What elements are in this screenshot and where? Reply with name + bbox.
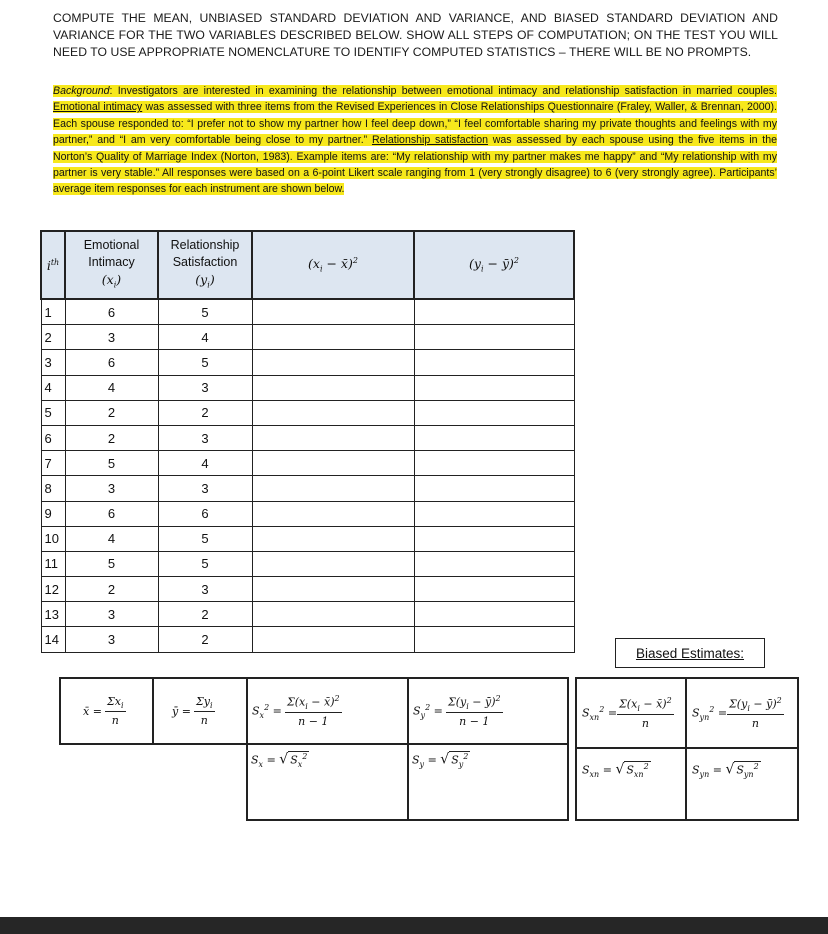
biased-grid xyxy=(575,677,799,821)
table-row xyxy=(41,602,574,627)
relationship-satisfaction-term: Relationship satisfaction xyxy=(371,134,489,147)
row-index: 8 xyxy=(41,476,65,501)
y-deviation-squared-cell[interactable] xyxy=(414,425,574,450)
x-value: 5 xyxy=(65,551,158,576)
x-deviation-squared-cell[interactable] xyxy=(252,350,414,375)
row-index: 2 xyxy=(41,325,65,350)
x-value: 3 xyxy=(65,627,158,652)
data-table xyxy=(40,230,575,653)
table-row xyxy=(41,627,574,652)
x-value: 6 xyxy=(65,501,158,526)
x-value: 4 xyxy=(65,526,158,551)
row-index: 12 xyxy=(41,577,65,602)
row-index: 11 xyxy=(41,551,65,576)
x-deviation-squared-cell[interactable] xyxy=(252,627,414,652)
x-deviation-squared-cell[interactable] xyxy=(252,400,414,425)
y-value: 5 xyxy=(158,299,252,325)
row-index: 6 xyxy=(41,425,65,450)
background-paragraph: Background: Investigators are interested in examining the relationship between emotional intimacy and relationship satisfaction in married couples. Emotional intimacy was assessed with three items from the Revised Experiences in Close Relationships Questionnaire (Fraley, Waller, & Brennan, 2000). Each spouse responded to: “I prefer not to show my partner how I feel deep down,” “I feel comfortable sharing my private thoughts and feelings with my partner,” and “I am very comfortable being close to my partner.” Relationship satisfaction was assessed by each spouse using the five items in the Norton’s Quality of Marriage Index (Norton, 1983). Example items are: “My relationship with my partner makes me happy” and “My relationship with my partner is very stable.” All responses were based on a 6-point Likert scale ranging from 1 (very strongly disagree) to 6 (very strongly agree). Participants’ average item responses for each instrument are shown below. xyxy=(53,85,777,196)
table-row xyxy=(41,551,574,576)
y-value: 2 xyxy=(158,602,252,627)
index-header: $i^{th}$ xyxy=(41,231,65,299)
background-label: Background xyxy=(53,85,110,97)
biased-variance-y-cell[interactable]: $S_{yn}^2$ = $\frac{\Sigma(y_i - ȳ)^2}{n}$ xyxy=(686,678,798,748)
y-value: 4 xyxy=(158,451,252,476)
x-deviation-squared-cell[interactable] xyxy=(252,476,414,501)
table-row xyxy=(41,400,574,425)
x-deviation-squared-cell[interactable] xyxy=(252,551,414,576)
x-deviation-squared-cell[interactable] xyxy=(252,425,414,450)
row-index: 1 xyxy=(41,299,65,325)
row-index: 14 xyxy=(41,627,65,652)
y-value: 6 xyxy=(158,501,252,526)
x-value: 5 xyxy=(65,451,158,476)
y-deviation-squared-cell[interactable] xyxy=(414,501,574,526)
x-deviation-squared-cell[interactable] xyxy=(252,501,414,526)
table-row xyxy=(41,325,574,350)
x-value: 4 xyxy=(65,375,158,400)
y-value: 2 xyxy=(158,400,252,425)
x-deviation-squared-cell[interactable] xyxy=(252,526,414,551)
variance-y-cell[interactable]: $S_y^2$ = $\frac{\Sigma(y_i - ȳ)^2}{n - 1}$ xyxy=(408,678,568,744)
x-deviation-header: ($x_i$ − x̄)$^2$ xyxy=(252,231,414,299)
biased-sd-x-cell[interactable]: $S_{xn}$ = √ $S_{xn}^2$ xyxy=(576,748,686,820)
x-value: 2 xyxy=(65,425,158,450)
x-value: 6 xyxy=(65,350,158,375)
row-index: 4 xyxy=(41,375,65,400)
y-value: 3 xyxy=(158,577,252,602)
formula-grid xyxy=(59,677,569,821)
table-row xyxy=(41,476,574,501)
row-index: 5 xyxy=(41,400,65,425)
x-value: 3 xyxy=(65,602,158,627)
viewer-bottom-bar xyxy=(0,917,828,934)
x-deviation-squared-cell[interactable] xyxy=(252,577,414,602)
row-index: 7 xyxy=(41,451,65,476)
x-value: 2 xyxy=(65,400,158,425)
y-deviation-squared-cell[interactable] xyxy=(414,577,574,602)
biased-sd-y-cell[interactable]: $S_{yn}$ = √ $S_{yn}^2$ xyxy=(686,748,798,820)
y-deviation-squared-cell[interactable] xyxy=(414,375,574,400)
table-row xyxy=(41,451,574,476)
y-value: 5 xyxy=(158,350,252,375)
mean-x-cell[interactable]: x̄ = $\frac{\Sigma x_i}{n}$ xyxy=(60,678,153,744)
table-row xyxy=(41,425,574,450)
table-row xyxy=(41,350,574,375)
row-index: 13 xyxy=(41,602,65,627)
y-value: 2 xyxy=(158,627,252,652)
biased-variance-x-cell[interactable]: $S_{xn}^2$ = $\frac{\Sigma(x_i - x̄)^2}{n}$ xyxy=(576,678,686,748)
x-deviation-squared-cell[interactable] xyxy=(252,451,414,476)
sd-y-cell[interactable]: $S_y$ = √ $S_y^2$ xyxy=(408,744,568,820)
y-deviation-squared-cell[interactable] xyxy=(414,627,574,652)
x-value: 6 xyxy=(65,299,158,325)
table-row xyxy=(41,299,574,325)
table-row xyxy=(41,501,574,526)
row-index: 10 xyxy=(41,526,65,551)
y-deviation-squared-cell[interactable] xyxy=(414,476,574,501)
y-value: 3 xyxy=(158,425,252,450)
row-index: 3 xyxy=(41,350,65,375)
y-deviation-squared-cell[interactable] xyxy=(414,350,574,375)
table-row xyxy=(41,375,574,400)
y-deviation-squared-cell[interactable] xyxy=(414,400,574,425)
y-value: 5 xyxy=(158,551,252,576)
row-index: 9 xyxy=(41,501,65,526)
y-deviation-header: ($y_i$ − ȳ)$^2$ xyxy=(414,231,574,299)
emotional-intimacy-term: Emotional intimacy xyxy=(53,101,143,114)
variance-x-cell[interactable]: $S_x^2$ = $\frac{\Sigma(x_i - x̄)^2}{n - 1}$ xyxy=(247,678,408,744)
y-value: 5 xyxy=(158,526,252,551)
y-deviation-squared-cell[interactable] xyxy=(414,526,574,551)
y-deviation-squared-cell[interactable] xyxy=(414,299,574,325)
x-deviation-squared-cell[interactable] xyxy=(252,325,414,350)
y-value: 4 xyxy=(158,325,252,350)
biased-estimates-title: Biased Estimates: xyxy=(615,638,765,668)
y-deviation-squared-cell[interactable] xyxy=(414,451,574,476)
y-value: 3 xyxy=(158,375,252,400)
y-deviation-squared-cell[interactable] xyxy=(414,602,574,627)
instructions-text: COMPUTE THE MEAN, UNBIASED STANDARD DEVIATION AND VARIANCE, AND BIASED STANDARD DEVIATION AND VARIANCE FOR THE TWO VARIABLES DESCRIBED BELOW. SHOW ALL STEPS OF COMPUTATION; ON THE TEST YOU WILL NEED TO USE APPROPRIATE NOMENCLATURE TO IDENTIFY COMPUTED STATISTICS – THERE WILL BE NO PROMPTS. xyxy=(53,11,778,59)
mean-y-cell[interactable]: ȳ = $\frac{\Sigma y_i}{n}$ xyxy=(153,678,247,744)
y-deviation-squared-cell[interactable] xyxy=(414,325,574,350)
y-deviation-squared-cell[interactable] xyxy=(414,551,574,576)
y-value: 3 xyxy=(158,476,252,501)
x-deviation-squared-cell[interactable] xyxy=(252,375,414,400)
x-deviation-squared-cell[interactable] xyxy=(252,299,414,325)
x-value: 3 xyxy=(65,476,158,501)
x-value: 3 xyxy=(65,325,158,350)
x-deviation-squared-cell[interactable] xyxy=(252,602,414,627)
sd-x-cell[interactable]: $S_x$ = √ $S_x^2$ xyxy=(247,744,408,820)
table-row xyxy=(41,577,574,602)
y-column-header: Relationship Satisfaction $(y_i)$ xyxy=(158,231,252,299)
table-row xyxy=(41,526,574,551)
x-column-header: Emotional Intimacy $(x_i)$ xyxy=(65,231,158,299)
x-value: 2 xyxy=(65,577,158,602)
